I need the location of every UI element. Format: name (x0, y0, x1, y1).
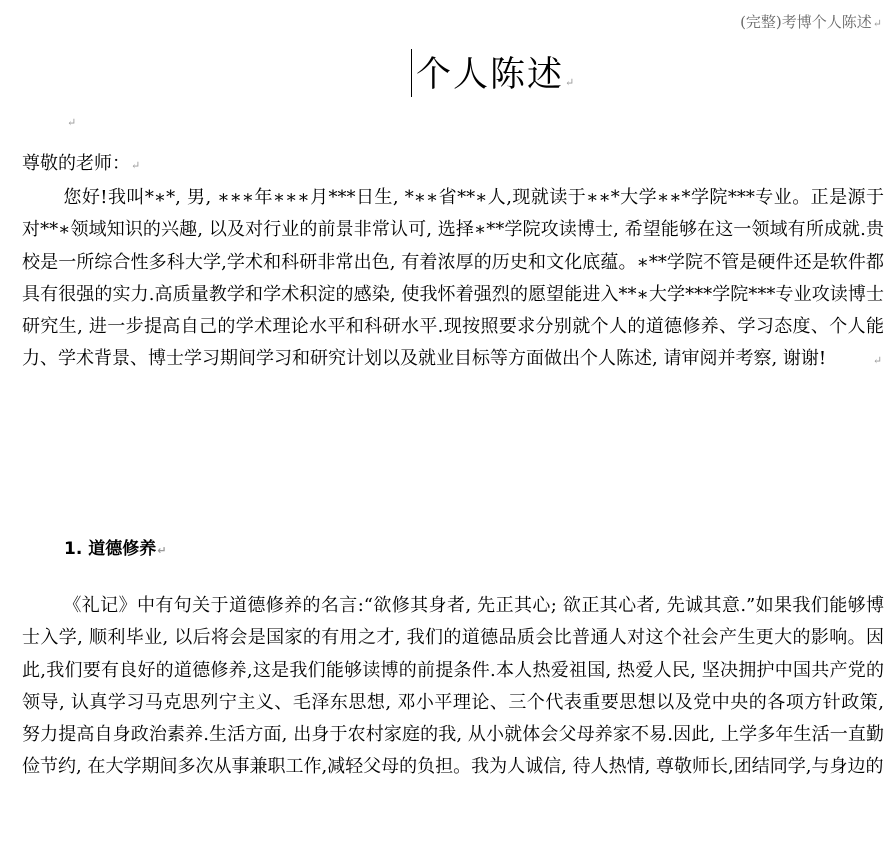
paragraph-mark-icon: ↵ (872, 17, 882, 30)
intro-paragraph-text: 您好!我叫*∗*, 男, ∗∗∗年∗∗∗月***日生, *∗∗省**∗人,现就读于∗∗*大学∗∗*学院***专业。正是源于对**∗领域知识的兴趣, 以及对行业的前景非常认可, 选择∗**学院攻读博士, 希望能够在这一领域有所成就.贵校是一所综合性多科大学,学术和科研非常出色, 有着浓厚的历史和文化底蕴。∗**学院不管是硬件还是软件都具有很强的实力.高质量教学和学术积淀的感染, 使我怀着强烈的愿望能进入**∗大学***学院***专业攻读博士研究生, 进一步提高自己的学术理论水平和科研水平.现按照要求分别就个人的道德修养、学习态度、个人能力、学术背景、博士学习期间学习和研究计划以及就业目标等方面做出个人陈述, 请审阅并考察, 谢谢! (22, 187, 884, 370)
paragraph-mark-icon: ↵ (131, 159, 141, 172)
title-text: 个人陈述 (416, 55, 565, 95)
page-header (740, 11, 882, 32)
header-text: (完整)考博个人陈述 (740, 13, 872, 31)
paragraph-mark-icon: ↵ (67, 116, 77, 129)
greeting (22, 149, 140, 175)
section-heading (64, 534, 166, 559)
section-paragraph (22, 590, 884, 784)
intro-paragraph (22, 182, 884, 378)
document-title[interactable] (416, 47, 576, 97)
greeting-text: 尊敬的老师： (22, 153, 130, 174)
section-heading-text: 1. 道德修养 (64, 539, 157, 559)
paragraph-mark-icon: ↵ (872, 354, 883, 368)
paragraph-mark-icon: ↵ (157, 544, 167, 557)
section-paragraph-text: 《礼记》中有句关于道德修养的名言:“欲修其身者, 先正其心; 欲正其心者, 先诚其意.”如果我们能够博士入学, 顺利毕业, 以后将会是国家的有用之才, 我们的道德品质会比普通人对这个社会产生更大的影响。因此,我们要有良好的道德修养,这是我们能够读博的前提条件.本人热爱祖国, 热爱人民, 坚决拥护中国共产党的领导, 认真学习马克思列宁主义、毛泽东思想, 邓小平理论、三个代表重要思想以及党中央的各项方针政策, 努力提高自身政治素养.生活方面, 出身于农村家庭的我, 从小就体会父母养家不易.因此, 上学多年生活一直勤俭节约, 在大学期间多次从事兼职工作,减轻父母的负担。我为人诚信, 待人热情, 尊敬师长,团结同学,与身边的 (22, 595, 884, 778)
paragraph-mark-icon: ↵ (565, 76, 577, 89)
text-cursor (411, 49, 412, 97)
